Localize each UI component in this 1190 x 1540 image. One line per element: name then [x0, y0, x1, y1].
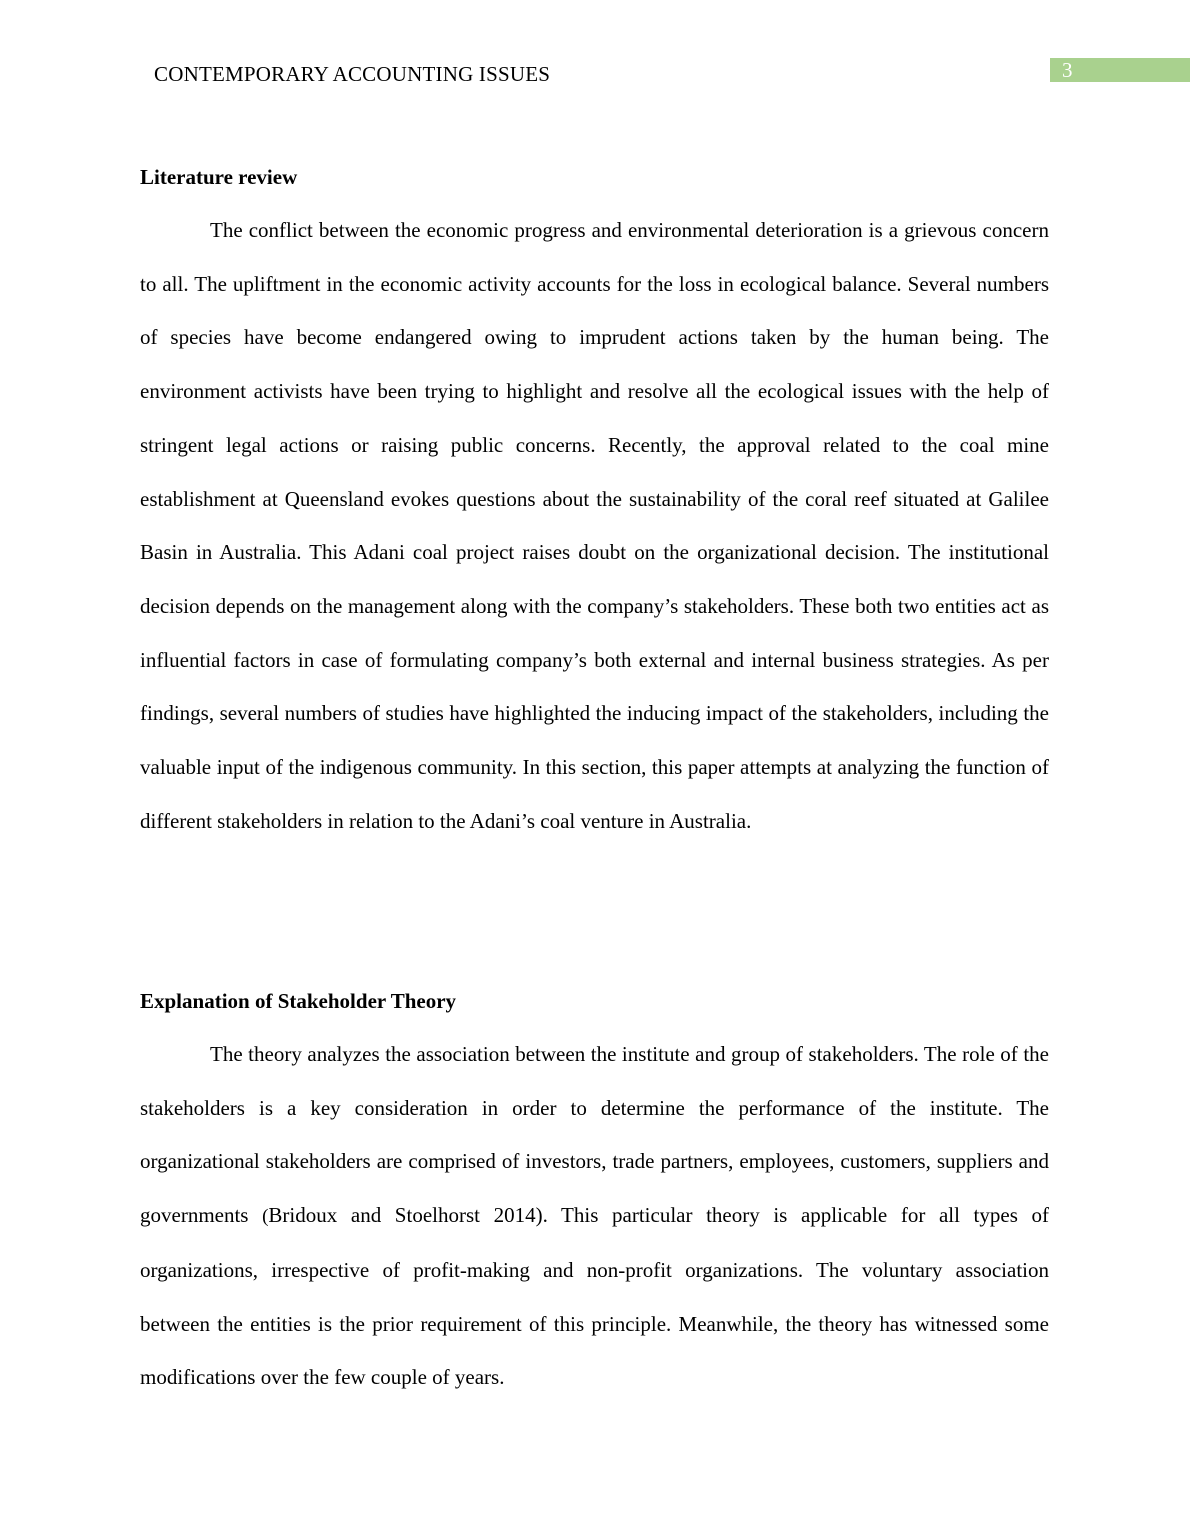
page-number-badge: 3	[1050, 58, 1190, 82]
running-header-title: CONTEMPORARY ACCOUNTING ISSUES	[154, 62, 551, 86]
section-heading-literature-review: Literature review	[140, 165, 298, 189]
section-heading-stakeholder-theory: Explanation of Stakeholder Theory	[140, 989, 457, 1013]
paragraph-text-before-citation: The theory analyzes the association between the institute and group of stakeholders. The role of the stakeholders is a key consideration in order to determine the performance of the institute. The organizational stakeholders are comprised of investors, trade partners, employees, customers, suppliers and governments	[140, 1042, 1049, 1228]
paragraph-text-after-citation: Bridoux and Stoelhorst 2014). This particular theory is applicable for all types of organizations, irrespective of profit-making and non-profit organizations. The voluntary association between the entities is the prior requirement of this principle. Meanwhile, the theory has witnessed some modifications over the few couple of years.	[140, 1203, 1049, 1390]
literature-review-paragraph: The conflict between the economic progress and environmental deterioration is a grievous concern to all. The upliftment in the economic activity accounts for the loss in ecological balance. Several numbers of species have become endangered owing to imprudent actions taken by the human being. The environment activists have been trying to highlight and resolve all the ecological issues with the help of stringent legal actions or raising public concerns. Recently, the approval related to the coal mine establishment at Queensland evokes questions about the sustainability of the coral reef situated at Galilee Basin in Australia. This Adani coal project raises doubt on the organizational decision. The institutional decision depends on the management along with the company’s stakeholders. These both two entities act as influential factors in case of formulating company’s both external and internal business strategies. As per findings, several numbers of studies have highlighted the inducing impact of the stakeholders, including the valuable input of the indigenous community. In this section, this paper attempts at analyzing the function of different stakeholders in relation to the Adani’s coal venture in Australia.	[140, 218, 1049, 833]
stakeholder-theory-paragraph	[140, 1028, 1049, 1405]
citation-open-paren: (	[262, 1206, 269, 1228]
